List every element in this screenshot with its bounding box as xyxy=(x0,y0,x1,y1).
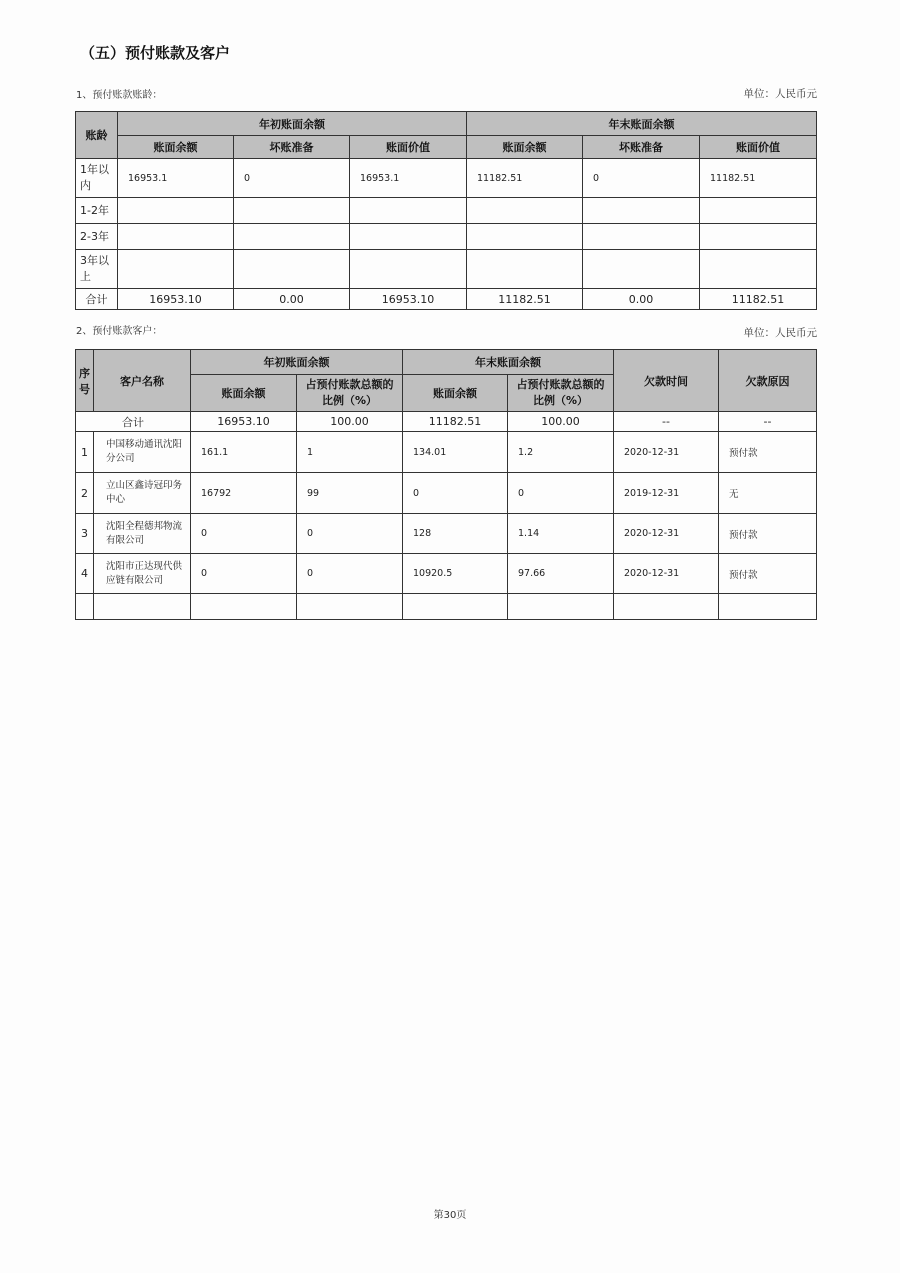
cell: 0 xyxy=(583,159,700,198)
page-number: 第30页 xyxy=(433,1210,467,1221)
cell: 16953.10 xyxy=(350,289,467,310)
cell: 0 xyxy=(191,514,297,554)
cell xyxy=(118,224,234,250)
cell xyxy=(234,250,350,289)
cell xyxy=(403,594,508,620)
age-cell: 1-2年 xyxy=(76,198,118,224)
cell: 16953.10 xyxy=(191,412,297,432)
cell: 100.00 xyxy=(508,412,614,432)
customers-header-begin: 年初账面余额 xyxy=(191,350,403,375)
customers-header-name: 客户名称 xyxy=(94,350,191,412)
cell xyxy=(234,224,350,250)
cell: 16953.10 xyxy=(118,289,234,310)
cell: 1.14 xyxy=(508,514,614,554)
cell xyxy=(118,198,234,224)
customers-header-reason: 欠款原因 xyxy=(719,350,817,412)
cell xyxy=(467,224,583,250)
table-row xyxy=(76,473,817,514)
cell: 10920.5 xyxy=(403,554,508,594)
aging-col-book-value: 账面价值 xyxy=(350,136,467,159)
cell: 2020-12-31 xyxy=(614,514,719,554)
cell: 无 xyxy=(719,473,817,514)
aging-col-bad-debt: 坏账准备 xyxy=(583,136,700,159)
customers-header-end: 年末账面余额 xyxy=(403,350,614,375)
customers-unit: 单位：人民币元 xyxy=(743,327,817,339)
cell xyxy=(583,198,700,224)
row-number: 4 xyxy=(76,554,94,594)
cell: 97.66 xyxy=(508,554,614,594)
aging-col-balance: 账面余额 xyxy=(467,136,583,159)
total-row xyxy=(76,412,817,432)
cell: 0 xyxy=(191,554,297,594)
table-row xyxy=(76,159,817,198)
cell: -- xyxy=(614,412,719,432)
customers-label: 2、预付账款客户： xyxy=(76,326,163,337)
cell: 16792 xyxy=(191,473,297,514)
cell: 0 xyxy=(297,514,403,554)
aging-col-balance: 账面余额 xyxy=(118,136,234,159)
cell: 0 xyxy=(297,554,403,594)
cell: 预付款 xyxy=(719,432,817,473)
table-row xyxy=(76,514,817,554)
cell: 1.2 xyxy=(508,432,614,473)
total-label: 合计 xyxy=(76,412,191,432)
cell xyxy=(508,594,614,620)
table-row xyxy=(76,198,817,224)
table-row xyxy=(76,554,817,594)
table-row xyxy=(76,224,817,250)
aging-header-age: 账龄 xyxy=(76,112,118,159)
cell: 16953.1 xyxy=(350,159,467,198)
aging-header-end: 年末账面余额 xyxy=(467,112,817,136)
aging-label: 1、预付账款账龄： xyxy=(76,90,163,101)
aging-header-begin: 年初账面余额 xyxy=(118,112,467,136)
customer-name: 中国移动通讯沈阳分公司 xyxy=(94,432,191,473)
row-number: 3 xyxy=(76,514,94,554)
cell: 0 xyxy=(234,159,350,198)
row-number: 2 xyxy=(76,473,94,514)
cell: 100.00 xyxy=(297,412,403,432)
cell xyxy=(467,198,583,224)
cell xyxy=(94,594,191,620)
customers-col-balance: 账面余额 xyxy=(191,375,297,412)
cell: 2019-12-31 xyxy=(614,473,719,514)
cell: 预付款 xyxy=(719,514,817,554)
cell xyxy=(583,250,700,289)
customer-name: 立山区鑫诗冠印务中心 xyxy=(94,473,191,514)
age-cell: 3年以上 xyxy=(76,250,118,289)
customers-col-ratio: 占预付账款总额的比例（%） xyxy=(297,375,403,412)
cell xyxy=(191,594,297,620)
empty-row xyxy=(76,594,817,620)
table-row xyxy=(76,250,817,289)
cell: 2020-12-31 xyxy=(614,554,719,594)
cell xyxy=(297,594,403,620)
cell xyxy=(76,594,94,620)
total-label: 合计 xyxy=(76,289,118,310)
cell xyxy=(467,250,583,289)
cell xyxy=(234,198,350,224)
customers-header-time: 欠款时间 xyxy=(614,350,719,412)
cell: 161.1 xyxy=(191,432,297,473)
aging-col-book-value: 账面价值 xyxy=(700,136,817,159)
cell xyxy=(700,198,817,224)
cell xyxy=(700,250,817,289)
total-row xyxy=(76,289,817,310)
cell: 11182.51 xyxy=(700,159,817,198)
section-title: （五）预付账款及客户 xyxy=(80,44,231,62)
customer-name: 沈阳全程德邦物流有限公司 xyxy=(94,514,191,554)
cell: 预付款 xyxy=(719,554,817,594)
cell: 1 xyxy=(297,432,403,473)
customers-header-no: 序号 xyxy=(76,350,94,412)
cell xyxy=(350,224,467,250)
customers-col-ratio: 占预付账款总额的比例（%） xyxy=(508,375,614,412)
cell xyxy=(719,594,817,620)
cell xyxy=(350,198,467,224)
cell: 11182.51 xyxy=(467,159,583,198)
cell: 0.00 xyxy=(583,289,700,310)
cell: 11182.51 xyxy=(403,412,508,432)
cell xyxy=(583,224,700,250)
cell: 134.01 xyxy=(403,432,508,473)
table-row xyxy=(76,432,817,473)
cell: 11182.51 xyxy=(467,289,583,310)
customers-table xyxy=(75,349,817,620)
aging-table xyxy=(75,111,817,310)
cell: 0.00 xyxy=(234,289,350,310)
cell: 128 xyxy=(403,514,508,554)
cell xyxy=(118,250,234,289)
customer-name: 沈阳市正达现代供应链有限公司 xyxy=(94,554,191,594)
aging-unit: 单位：人民币元 xyxy=(743,88,817,100)
cell xyxy=(350,250,467,289)
cell: 2020-12-31 xyxy=(614,432,719,473)
aging-col-bad-debt: 坏账准备 xyxy=(234,136,350,159)
cell: 0 xyxy=(403,473,508,514)
customers-col-balance: 账面余额 xyxy=(403,375,508,412)
cell: 0 xyxy=(508,473,614,514)
cell xyxy=(700,224,817,250)
age-cell: 2-3年 xyxy=(76,224,118,250)
cell: 11182.51 xyxy=(700,289,817,310)
cell: -- xyxy=(719,412,817,432)
row-number: 1 xyxy=(76,432,94,473)
cell: 99 xyxy=(297,473,403,514)
age-cell: 1年以内 xyxy=(76,159,118,198)
cell: 16953.1 xyxy=(118,159,234,198)
cell xyxy=(614,594,719,620)
